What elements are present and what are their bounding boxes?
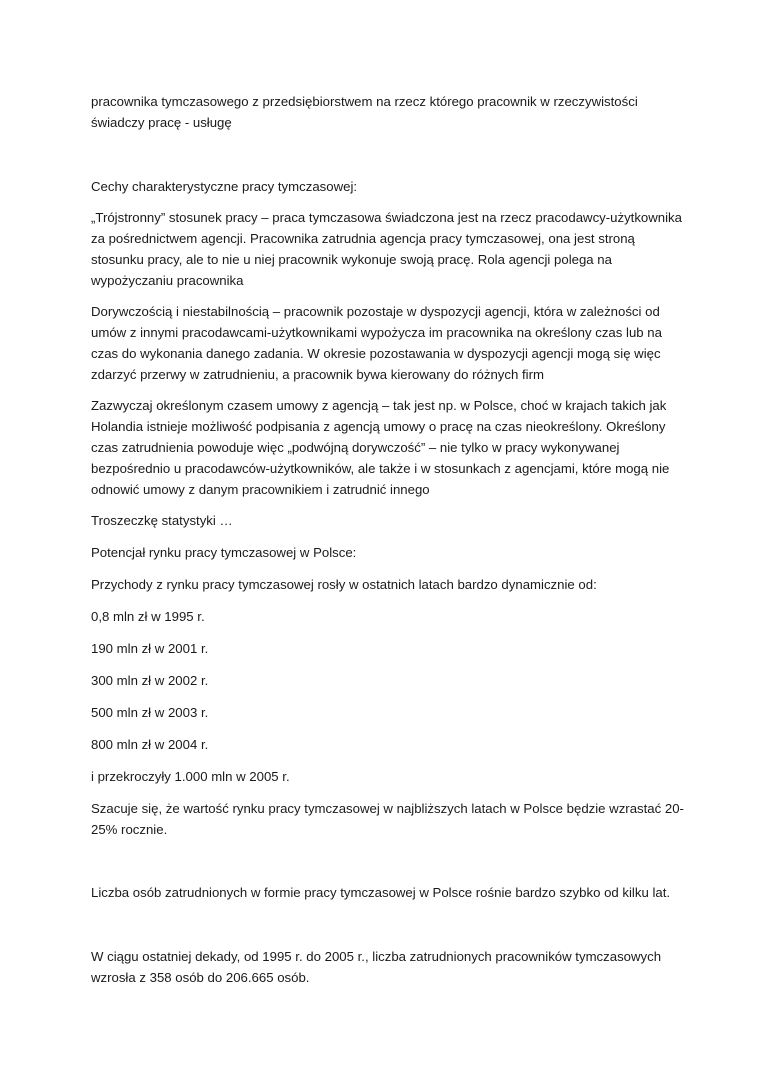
feature-2-line-3: czas do wykonania danego zadania. W okresie pozostawania w dyspozycji agencji mogą się więc (91, 346, 661, 361)
feature-3-line-2: Holandia istnieje możliwość podpisania z agencją umowy o pracę na czas nieokreślony. Określony (91, 419, 666, 434)
revenue-intro: Przychody z rynku pracy tymczasowej rosły w ostatnich latach bardzo dynamicznie od: (91, 577, 597, 592)
revenue-item: 190 mln zł w 2001 r. (91, 641, 209, 656)
forecast-line-1: Szacuje się, że wartość rynku pracy tymczasowej w najbliższych latach w Polsce będzie wzrastać 20- (91, 801, 684, 816)
revenue-item: 0,8 mln zł w 1995 r. (91, 609, 205, 624)
feature-1-line-4: wypożyczaniu pracownika (91, 273, 244, 288)
revenue-item: i przekroczyły 1.000 mln w 2005 r. (91, 769, 290, 784)
decade-summary-line-2: wzrosła z 358 osób do 206.665 osób. (91, 970, 310, 985)
feature-2-line-2: umów z innymi pracodawcami-użytkownikami wypożycza im pracownika na określony czas lub na (91, 325, 662, 340)
feature-1-line-3: stosunku pracy, ale to nie u niej pracownik wykonuje swoją pracę. Rola agencji polega na (91, 252, 612, 267)
feature-1-line-1: „Trójstronny” stosunek pracy – praca tymczasowa świadczona jest na rzecz pracodawcy-użytkownika (91, 210, 682, 225)
feature-3-line-5: odnowić umowy z danym pracownikiem i zatrudnić innego (91, 482, 430, 497)
feature-3-line-3: czas zatrudnienia powoduje więc „podwójną dorywczość” – nie tylko w pracy wykonywanej (91, 440, 620, 455)
features-heading: Cechy charakterystyczne pracy tymczasowej: (91, 179, 358, 194)
feature-2-line-4: zdarzyć przerwy w zatrudnieniu, a pracownik bywa kierowany do różnych firm (91, 367, 544, 382)
feature-2-line-1: Dorywczością i niestabilnością – pracownik pozostaje w dyspozycji agencji, która w zależności od (91, 304, 660, 319)
stats-heading: Troszeczkę statystyki … (91, 513, 233, 528)
feature-3-line-1: Zazwyczaj określonym czasem umowy z agencją – tak jest np. w Polsce, choć w krajach takich jak (91, 398, 667, 413)
decade-summary-line-1: W ciągu ostatniej dekady, od 1995 r. do 2005 r., liczba zatrudnionych pracowników tymczasowych (91, 949, 662, 964)
revenue-item: 300 mln zł w 2002 r. (91, 673, 209, 688)
potential-heading: Potencjał rynku pracy tymczasowej w Polsce: (91, 545, 357, 560)
employment-growth: Liczba osób zatrudnionych w formie pracy tymczasowej w Polsce rośnie bardzo szybko od kilku lat. (91, 885, 671, 900)
revenue-item: 800 mln zł w 2004 r. (91, 737, 209, 752)
intro-line-2: świadczy pracę - usługę (91, 115, 232, 130)
feature-3-line-4: bezpośrednio u pracodawców-użytkowników, ale także i w stosunkach z agencjami, które mogą nie (91, 461, 670, 476)
forecast-line-2: 25% rocznie. (91, 822, 168, 837)
revenue-item: 500 mln zł w 2003 r. (91, 705, 209, 720)
intro-line-1: pracownika tymczasowego z przedsiębiorstwem na rzecz którego pracownik w rzeczywistości (91, 94, 638, 109)
feature-1-line-2: za pośrednictwem agencji. Pracownika zatrudnia agencja pracy tymczasowej, ona jest stroną (91, 231, 635, 246)
